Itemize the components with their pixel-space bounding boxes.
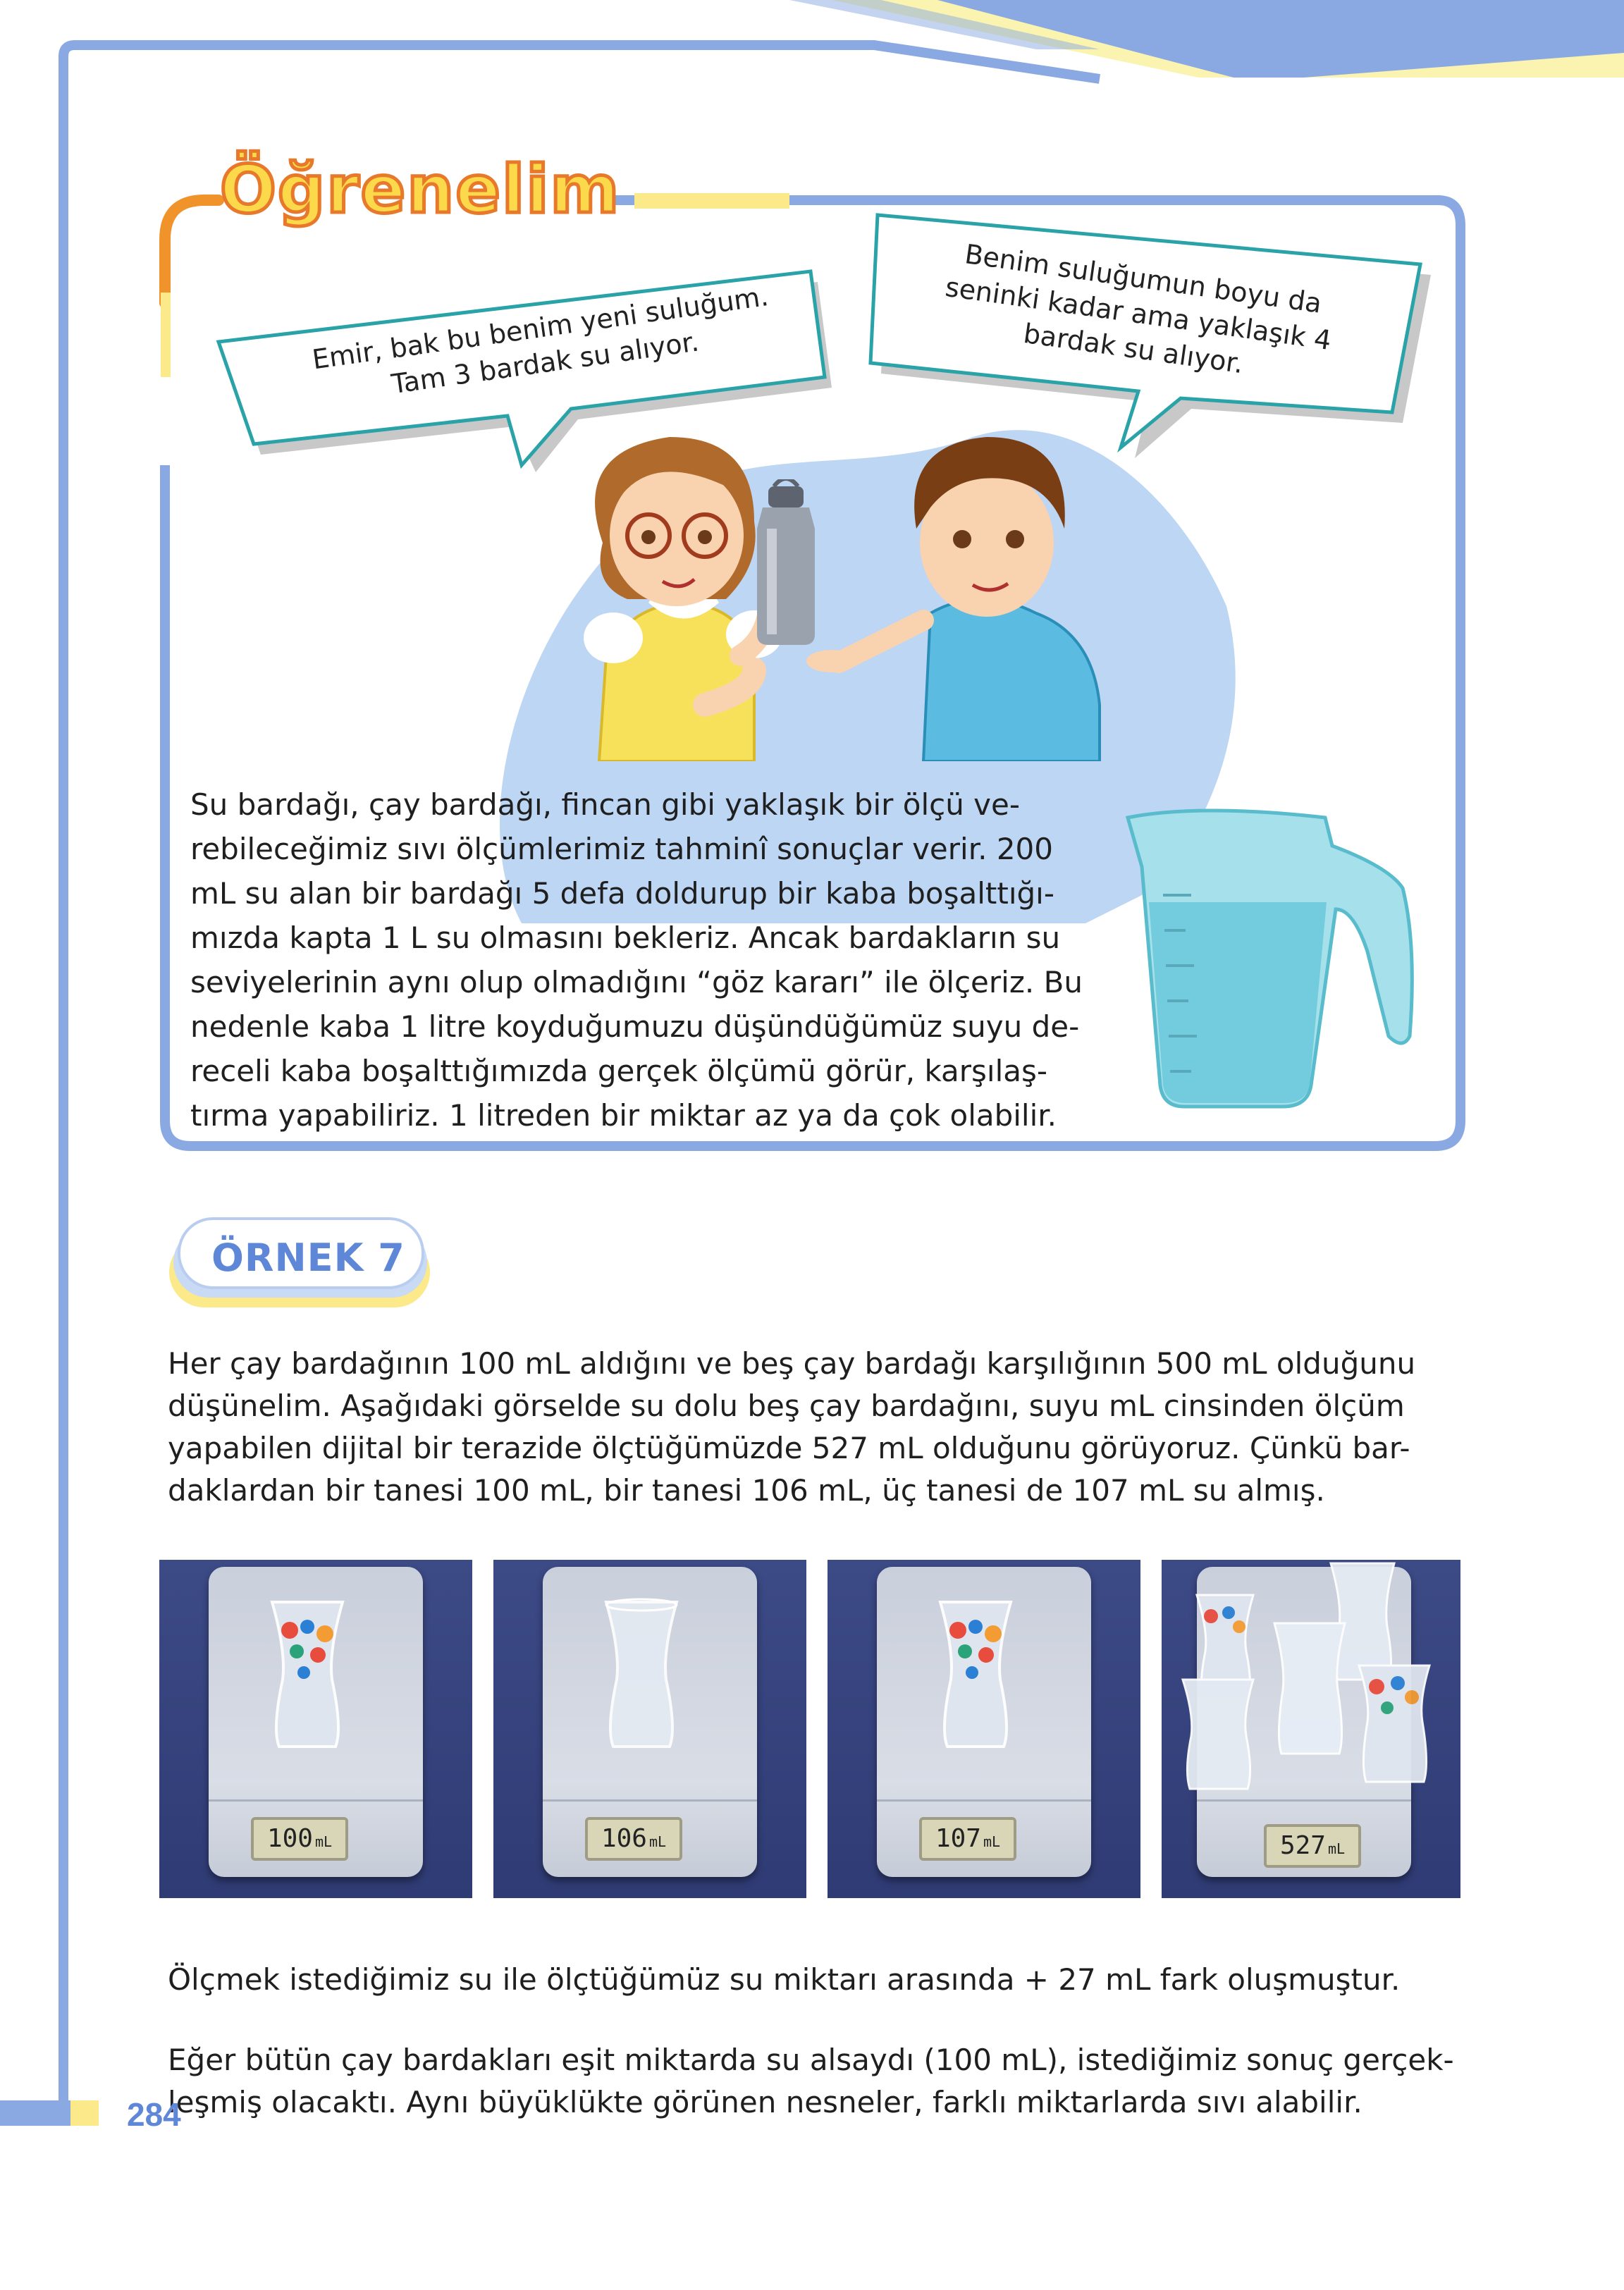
scale-photo-2 <box>493 1560 806 1898</box>
conclusion-line: Eğer bütün çay bardakları eşit miktarda su alsaydı (100 mL), istediğimiz sonuç gerçek- <box>168 2043 1454 2077</box>
scale-value: 100 <box>266 1824 313 1853</box>
digital-scale <box>543 1567 757 1877</box>
scale-divider <box>1197 1799 1411 1802</box>
scale-display <box>251 1817 348 1861</box>
example-label: ÖRNEK 7 <box>211 1236 405 1280</box>
example-line: düşünelim. Aşağıdaki görselde su dolu beş çay bardağını, suyu mL cinsinden ölçüm <box>168 1389 1405 1423</box>
section-title: Öğrenelim <box>220 152 621 228</box>
learn-line: Su bardağı, çay bardağı, fincan gibi yaklaşık bir ölçü ve- <box>190 787 1021 822</box>
scale-photo-3 <box>828 1560 1140 1898</box>
boy-illustration <box>796 409 1128 761</box>
page-number: 284 <box>127 2096 181 2133</box>
digital-scale <box>1197 1567 1411 1877</box>
learn-line: nedenle kaba 1 litre koyduğumuzu düşündüğümüz suyu de- <box>190 1009 1080 1044</box>
learn-line: mızda kapta 1 L su olmasını bekleriz. Ancak bardakların su <box>190 921 1061 955</box>
girl-bubble-text: Emir, bak bu benim yeni suluğum. Tam 3 bardak su alıyor. <box>310 281 770 400</box>
five-glasses-icon <box>1169 1560 1437 1792</box>
example-line: Her çay bardağının 100 mL aldığını ve beş çay bardağı karşılığının 500 mL olduğunu <box>168 1346 1416 1381</box>
digital-scale <box>877 1567 1091 1877</box>
scale-unit: mL <box>1327 1840 1346 1857</box>
scale-divider <box>209 1799 423 1802</box>
boy-bubble-text: Benim suluğumun boyu da seninki kadar ama yaklaşık 4 bardak su alıyor. <box>943 238 1334 380</box>
scale-display <box>585 1817 682 1861</box>
learn-line: mL su alan bir bardağı 5 defa doldurup bir kaba boşalttığı- <box>190 876 1054 911</box>
learn-line: seviyelerinin aynı olup olmadığını “göz kararı” ile ölçeriz. Bu <box>190 965 1083 999</box>
scale-value: 107 <box>935 1824 981 1853</box>
learn-paragraph <box>190 782 1121 1138</box>
example-line: yapabilen dijital bir terazide ölçtüğümüzde 527 mL olduğunu görüyoruz. Çünkü bar- <box>168 1431 1410 1465</box>
conclusion-paragraph <box>168 2039 1479 2124</box>
scale-value: 106 <box>601 1824 647 1853</box>
example-line: daklardan bir tanesi 100 mL, bir tanesi 106 mL, üç tanesi de 107 mL su almış. <box>168 1473 1325 1508</box>
scale-value: 527 <box>1279 1831 1326 1860</box>
digital-scale <box>209 1567 423 1877</box>
scale-photo-4 <box>1162 1560 1460 1898</box>
scale-display <box>1264 1824 1361 1868</box>
learn-line: rebileceğimiz sıvı ölçümlerimiz tahminî sonuçlar verir. 200 <box>190 832 1053 866</box>
conclusion-line: leşmiş olacaktı. Aynı büyüklükte görünen nesneler, farklı miktarlarda sıvı alabilir. <box>168 2085 1362 2119</box>
example-paragraph <box>168 1343 1479 1512</box>
scale-unit: mL <box>983 1833 1001 1850</box>
scale-divider <box>877 1799 1091 1802</box>
learn-line: receli kaba boşalttığımızda gerçek ölçümü görür, karşılaş- <box>190 1054 1048 1088</box>
scale-unit: mL <box>648 1833 667 1850</box>
learn-line: tırma yapabiliriz. 1 litreden bir miktar az ya da çok olabilir. <box>190 1098 1057 1133</box>
scale-unit: mL <box>314 1833 333 1850</box>
measuring-jug-illustration <box>1121 804 1431 1114</box>
conclusion-line-1: Ölçmek istediğimiz su ile ölçtüğümüz su miktarı arasında + 27 mL fark oluşmuştur. <box>168 1962 1401 1997</box>
clear-glass-icon <box>599 1595 684 1750</box>
scale-photo-1 <box>159 1560 472 1898</box>
tea-glass-icon <box>933 1595 1018 1750</box>
scale-divider <box>543 1799 757 1802</box>
tea-glass-icon <box>265 1595 350 1750</box>
scale-display <box>919 1817 1016 1861</box>
